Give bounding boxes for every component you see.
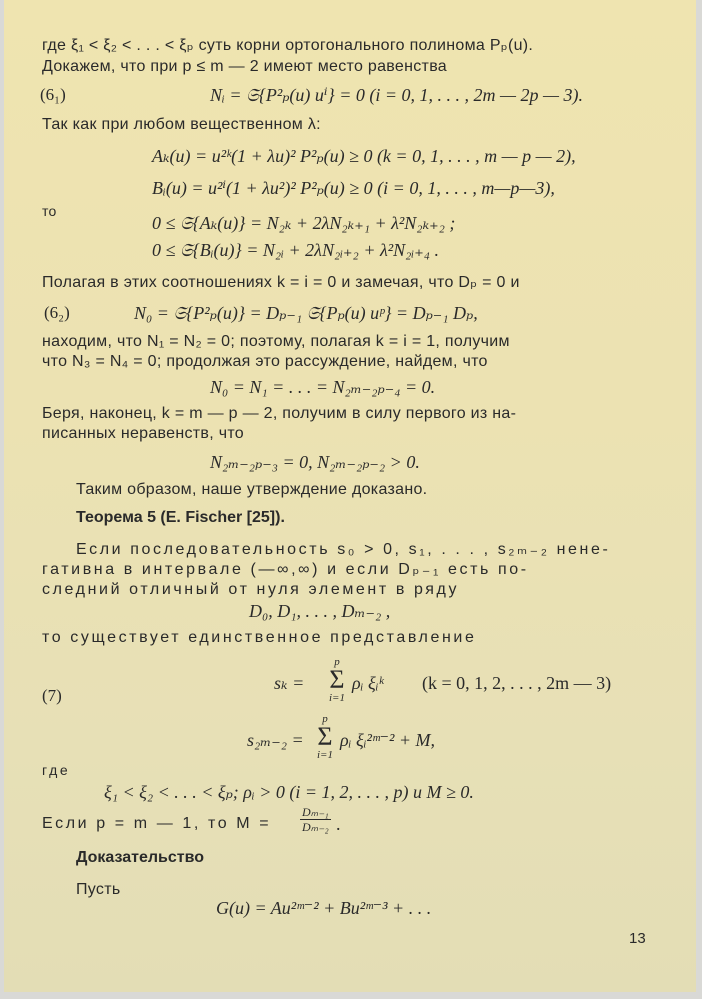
equation-rhs: ρᵢ ξᵢᵏ xyxy=(352,673,384,693)
sum-lower-limit: i=1 xyxy=(317,749,333,761)
text-line: где xyxy=(42,762,71,778)
equation: Aₖ(u) = u²ᵏ(1 + λu)² P²ₚ(u) ≥ 0 (k = 0, 1, . . . , m — p — 2), xyxy=(152,146,576,166)
inequality: 0 ≤ 𝔖{Aₖ(u)} = N₂ₖ + 2λN₂ₖ₊₁ + λ²N₂ₖ₊₂ ; xyxy=(152,213,456,233)
text-line: где ξ₁ < ξ₂ < . . . < ξₚ суть корни ортогонального полинома Pₚ(u). xyxy=(42,37,534,54)
equation: N₂ₘ₋₂ₚ₋₃ = 0, N₂ₘ₋₂ₚ₋₂ > 0. xyxy=(210,452,420,472)
equation-condition: (k = 0, 1, 2, . . . , 2m — 3) xyxy=(422,673,612,693)
text-line: находим, что N₁ = N₂ = 0; поэтому, полагая k = i = 1, получим xyxy=(42,333,510,350)
text-line: Если последовательность s₀ > 0, s₁, . . . , s₂ₘ₋₂ нене- xyxy=(76,541,611,558)
text-line: следний отличный от нуля элемент в ряду xyxy=(42,581,460,598)
proof-heading: Доказательство xyxy=(76,849,204,866)
inequality: 0 ≤ 𝔖{Bᵢ(u)} = N₂ᵢ + 2λN₂ᵢ₊₂ + λ²N₂ᵢ₊₄ . xyxy=(152,240,440,260)
equation-rhs: ρᵢ ξᵢ²ᵐ⁻² + M, xyxy=(340,730,435,750)
sigma-symbol: Σ xyxy=(329,665,345,694)
text-line: Докажем, что при p ≤ m — 2 имеют место равенства xyxy=(42,58,448,75)
theorem-heading: Теорема 5 (E. Fischer [25]). xyxy=(76,509,285,526)
text-line: писанных неравенств, что xyxy=(42,425,245,442)
equation-number: (6₁) xyxy=(40,85,66,104)
summation xyxy=(326,656,348,704)
text-line: то xyxy=(42,203,57,219)
fraction xyxy=(300,805,331,834)
fraction-denominator: Dₘ₋₂ xyxy=(302,820,329,834)
equation: Nᵢ = 𝔖{P²ₚ(u) uⁱ} = 0 (i = 0, 1, . . . , 2m — 2p — 3). xyxy=(210,85,584,105)
equation-lhs: sₖ = xyxy=(274,673,305,693)
equation-number: (6₂) xyxy=(44,303,70,322)
equation-lhs: s₂ₘ₋₂ = xyxy=(247,730,304,750)
text-line: то существует единственное представление xyxy=(42,629,477,646)
equation: D₀, D₁, . . . , Dₘ₋₂ , xyxy=(249,601,391,621)
text-line: Беря, наконец, k = m — p — 2, получим в силу первого из на- xyxy=(42,405,517,422)
text-line: что N₃ = N₄ = 0; продолжая это рассуждение, найдем, что xyxy=(42,353,488,370)
equation: N₀ = N₁ = . . . = N₂ₘ₋₂ₚ₋₄ = 0. xyxy=(210,377,436,397)
sum-upper-limit: p xyxy=(322,713,328,725)
text-line: Таким образом, наше утверждение доказано. xyxy=(76,481,428,498)
equation: N₀ = 𝔖{P²ₚ(u)} = Dₚ₋₁ 𝔖{Pₚ(u) uᵖ} = Dₚ₋₁ Dₚ, xyxy=(134,303,478,323)
sum-upper-limit: p xyxy=(334,656,340,668)
text-line: Так как при любом вещественном λ: xyxy=(42,116,321,133)
text-line: Полагая в этих соотношениях k = i = 0 и замечая, что Dₚ = 0 и xyxy=(42,274,520,291)
equation: Bᵢ(u) = u²ⁱ(1 + λu²)² P²ₚ(u) ≥ 0 (i = 0, 1, . . . , m—p—3), xyxy=(152,178,555,198)
equation: G(u) = Au²ᵐ⁻² + Bu²ᵐ⁻³ + . . . xyxy=(216,898,432,918)
condition-line: ξ₁ < ξ₂ < . . . < ξₚ; ρᵢ > 0 (i = 1, 2, . . . , p) и M ≥ 0. xyxy=(104,782,474,802)
fraction-numerator: Dₘ₋₁ xyxy=(302,805,329,819)
text-line: Если p = m — 1, то M = xyxy=(42,815,272,832)
sum-lower-limit: i=1 xyxy=(329,692,345,704)
text-line: гативна в интервале (—∞,∞) и если Dₚ₋₁ есть по- xyxy=(42,561,529,578)
punctuation: . xyxy=(336,814,341,834)
equation-number: (7) xyxy=(42,686,62,705)
text-line: Пусть xyxy=(76,881,121,898)
sigma-symbol: Σ xyxy=(317,722,333,751)
scanned-page xyxy=(4,0,696,992)
summation xyxy=(314,713,336,761)
page-number: 13 xyxy=(629,930,646,947)
